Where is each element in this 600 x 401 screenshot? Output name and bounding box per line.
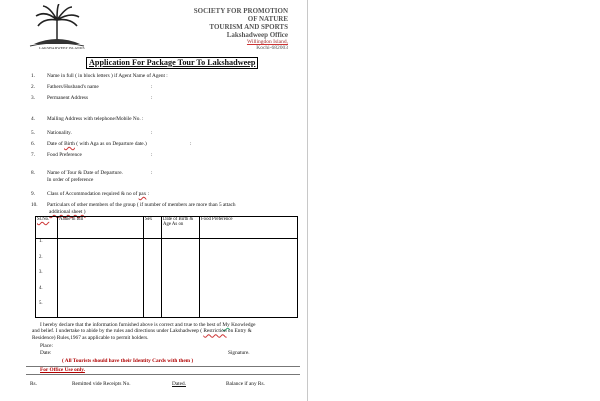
sex-cell[interactable]	[144, 239, 162, 318]
label-part-underlined: Birth	[64, 141, 75, 147]
divider-line	[26, 374, 300, 375]
balance-label: Balance if any Rs.	[226, 381, 265, 387]
field-colon: :	[151, 95, 153, 101]
field-label-accommodation	[47, 191, 149, 197]
label-part: Class of Accommodation required & no of	[47, 191, 139, 197]
field-sublabel-additional-sheet: additional sheet )	[49, 209, 86, 215]
group-members-table	[35, 216, 298, 318]
name-cell[interactable]	[58, 239, 144, 318]
row-number: 5.	[39, 301, 43, 307]
field-number: 5.	[31, 130, 35, 136]
dob-age-cell[interactable]	[162, 239, 200, 318]
row-number: 4.	[39, 285, 43, 291]
remitted-label: Remitted vide Receipts No.	[72, 381, 131, 387]
label-part: Date of	[47, 141, 65, 147]
field-label-tour-name: Name of Tour & Date of Departure.	[47, 170, 123, 176]
column-header-name: Name in full	[58, 217, 144, 239]
org-line-1: SOCIETY FOR PROMOTION	[193, 7, 288, 15]
dated-label: Dated.	[172, 381, 186, 387]
place-label: Place:	[40, 343, 53, 349]
field-label-date-of-birth	[47, 141, 147, 147]
field-colon: :	[151, 170, 153, 176]
column-header-sex: Sex	[144, 217, 162, 239]
declaration-line-3: Residence) Rules,1967 as applicable to permit holders.	[32, 334, 149, 341]
field-number: 10.	[31, 202, 38, 208]
signature-label: Signature.	[228, 350, 250, 356]
field-label-mailing-address: Mailing Address with telephone/Mobile No. :	[47, 116, 144, 122]
org-line-2: OF NATURE	[247, 15, 288, 23]
field-label-food-preference: Food Preference	[47, 152, 82, 158]
lakshadweep-emblem-logo	[26, 4, 88, 48]
text-part-underlined: My	[222, 322, 230, 328]
label-part-underlined: pax	[138, 191, 147, 197]
table-row	[36, 239, 298, 318]
field-colon: :	[151, 84, 153, 90]
row-number: 2.	[39, 254, 43, 260]
field-sublabel-preference: In order of preference	[47, 177, 94, 183]
column-header-dob-age: Date of Birth & Age As on	[162, 217, 200, 239]
column-header-slno: Sl.No.	[36, 217, 58, 239]
field-number: 6.	[31, 141, 35, 147]
field-label-permanent-address: Permanent Address	[47, 95, 89, 101]
table-header-row	[36, 217, 298, 239]
date-label: Date:	[40, 350, 52, 356]
declaration-block	[32, 322, 298, 341]
field-colon: :	[190, 141, 192, 147]
text-part: I hereby declare that the information furnished above is correct and true to the best of	[40, 322, 223, 328]
row-numbers-cell	[36, 239, 58, 318]
field-number: 3.	[31, 95, 35, 101]
field-number: 4.	[31, 116, 35, 122]
label-part: ( with Aga as on Departure date.)	[74, 141, 147, 147]
logo-caption: LAKSHADWEEP ISLANDS	[39, 46, 85, 50]
organisation-header	[194, 7, 288, 51]
field-label-group-members: Particulars of other members of the group ( if number of members are more than 5 attach	[47, 202, 236, 208]
text-part: and belief. I undertake to abide by the rules and directions under Lakshadweep (	[32, 328, 204, 335]
field-label-father-name: Fathers/Husband's name	[47, 84, 99, 90]
column-header-food: Food Preference	[200, 217, 298, 239]
field-label-name: Name in full ( in block letters ) if Agent Name of Agent :	[47, 73, 168, 79]
field-number: 7.	[31, 152, 35, 158]
office-use-label: For Office Use only.	[40, 367, 85, 373]
field-number: 8.	[31, 170, 35, 176]
field-colon: :	[151, 130, 153, 136]
field-label-nationality: Nationality.	[47, 130, 72, 136]
org-line-3: TOURISM AND SPORTS	[209, 23, 288, 31]
text-part: on Entry &	[226, 328, 252, 335]
rs-label: Rs.	[30, 381, 37, 387]
id-card-notice: ( All Tourists should have their Identity Cards with them )	[62, 358, 194, 364]
row-number: 1.	[39, 239, 43, 244]
address-line-1: Willingdon Island,	[246, 39, 288, 45]
field-colon: :	[151, 152, 153, 158]
field-number: 1.	[31, 73, 35, 79]
field-number: 2.	[31, 84, 35, 90]
row-number: 3.	[39, 270, 43, 276]
address-line-2: Kochi-682003	[256, 45, 288, 51]
field-number: 9.	[31, 191, 35, 197]
text-part-underlined: Restriction	[203, 328, 227, 335]
page-edge	[307, 0, 308, 401]
office-name: Lakshadweep Office	[226, 31, 288, 39]
text-part: Knowledge	[229, 322, 256, 328]
form-title: Application For Package Tour To Lakshadweep	[86, 57, 258, 69]
label-part: :	[146, 191, 150, 197]
food-cell[interactable]	[200, 239, 298, 318]
